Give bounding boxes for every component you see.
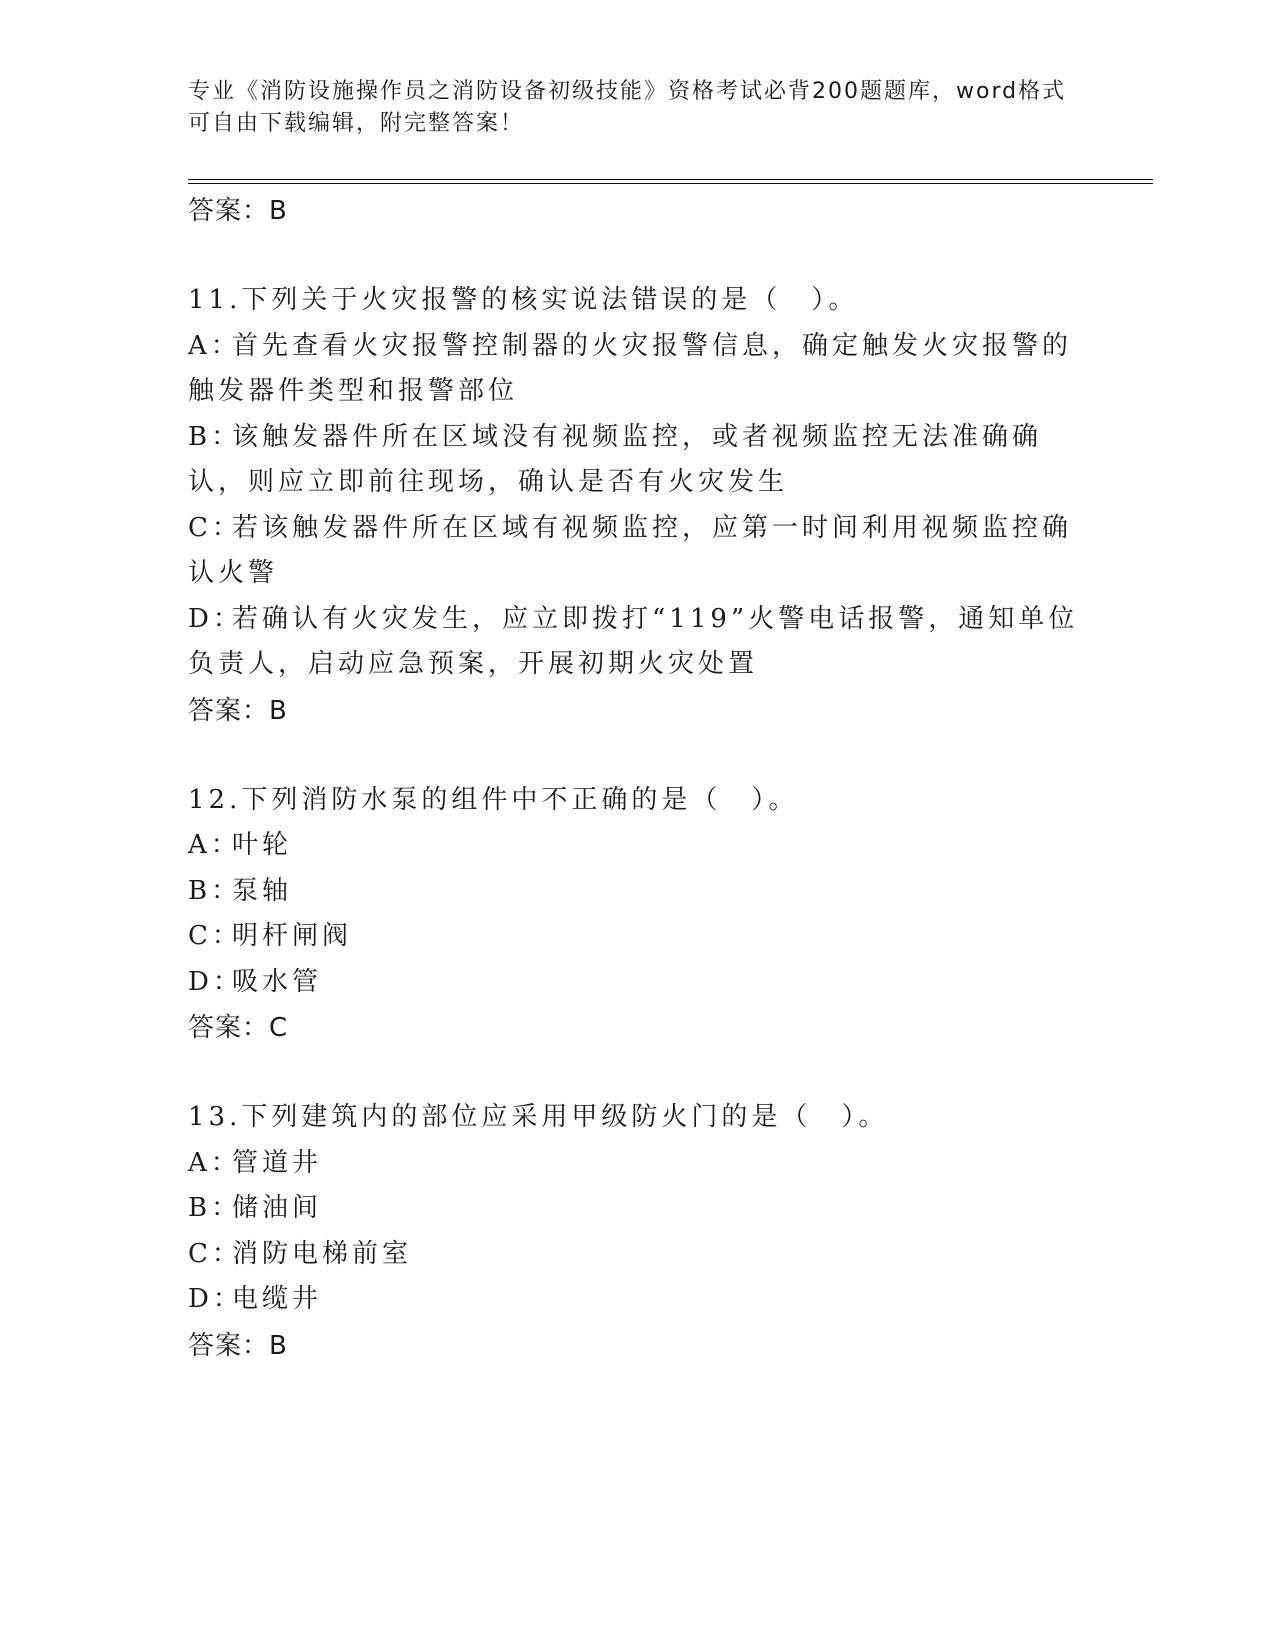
option-text: 吸水管 [232,966,323,997]
question-11 [188,278,1088,734]
option-text: 若该触发器件所在区域有视频监控，应第一时间利用视频监控确认火警 [188,512,1073,588]
option-b [188,1186,1088,1232]
answer-line: 答案：B [188,695,288,726]
option-c [188,1232,1088,1278]
option-key: C： [188,512,242,543]
option-a [188,1141,1088,1187]
option-text: 管道井 [232,1147,323,1178]
document-body [188,188,1088,1413]
question-stem: 11.下列关于火灾报警的核实说法错误的是（ ）。 [188,285,859,315]
option-key: C： [188,921,242,951]
option-text: 首先查看火灾报警控制器的火灾报警信息，确定触发火灾报警的触发器件类型和报警部位 [188,330,1073,406]
question-13 [188,1095,1088,1369]
option-d [188,960,1088,1006]
option-key: D： [188,603,243,634]
option-text: 该触发器件所在区域没有视频监控，或者视频监控无法准确确认，则应立即前往现场，确认是否有火灾发生 [188,421,1043,497]
option-key: B： [188,1193,242,1223]
option-key: B： [188,421,242,452]
option-a [188,324,1088,415]
option-key: C： [188,1238,242,1269]
option-a [188,823,1088,869]
option-key: A： [188,1147,241,1178]
option-d [188,1277,1088,1323]
option-text: 泵轴 [232,875,293,906]
option-c [188,506,1088,597]
option-text: 明杆闸阀 [232,921,353,951]
option-text: 若确认有火灾发生，应立即拨打“119”火警电话报警，通知单位负责人，启动应急预案，开展初期火灾处置 [188,603,1079,679]
question-12 [188,778,1088,1052]
page-header [188,76,1068,140]
option-text: 叶轮 [232,830,293,860]
question-stem: 12.下列消防水泵的组件中不正确的是（ ）。 [188,784,799,815]
question-stem: 13.下列建筑内的部位应采用甲级防火门的是（ ）。 [188,1102,889,1132]
option-key: B： [188,875,242,906]
option-d [188,597,1088,688]
answer-line: 答案：B [188,1330,288,1361]
option-b [188,869,1088,915]
option-c [188,914,1088,960]
option-text: 电缆井 [232,1284,323,1314]
answer-line: 答案：B [188,196,288,226]
option-key: D： [188,1284,243,1314]
answer-line: 答案：C [188,1013,289,1043]
option-key: A： [188,830,241,860]
header-text: 专业《消防设施操作员之消防设备初级技能》资格考试必背200题题库，word格式可自由下载编辑，附完整答案！ [188,79,1067,136]
option-b [188,415,1088,506]
option-text: 储油间 [232,1193,323,1223]
option-text: 消防电梯前室 [232,1238,413,1269]
header-divider [188,179,1153,184]
option-key: A： [188,330,241,361]
option-key: D： [188,966,243,997]
